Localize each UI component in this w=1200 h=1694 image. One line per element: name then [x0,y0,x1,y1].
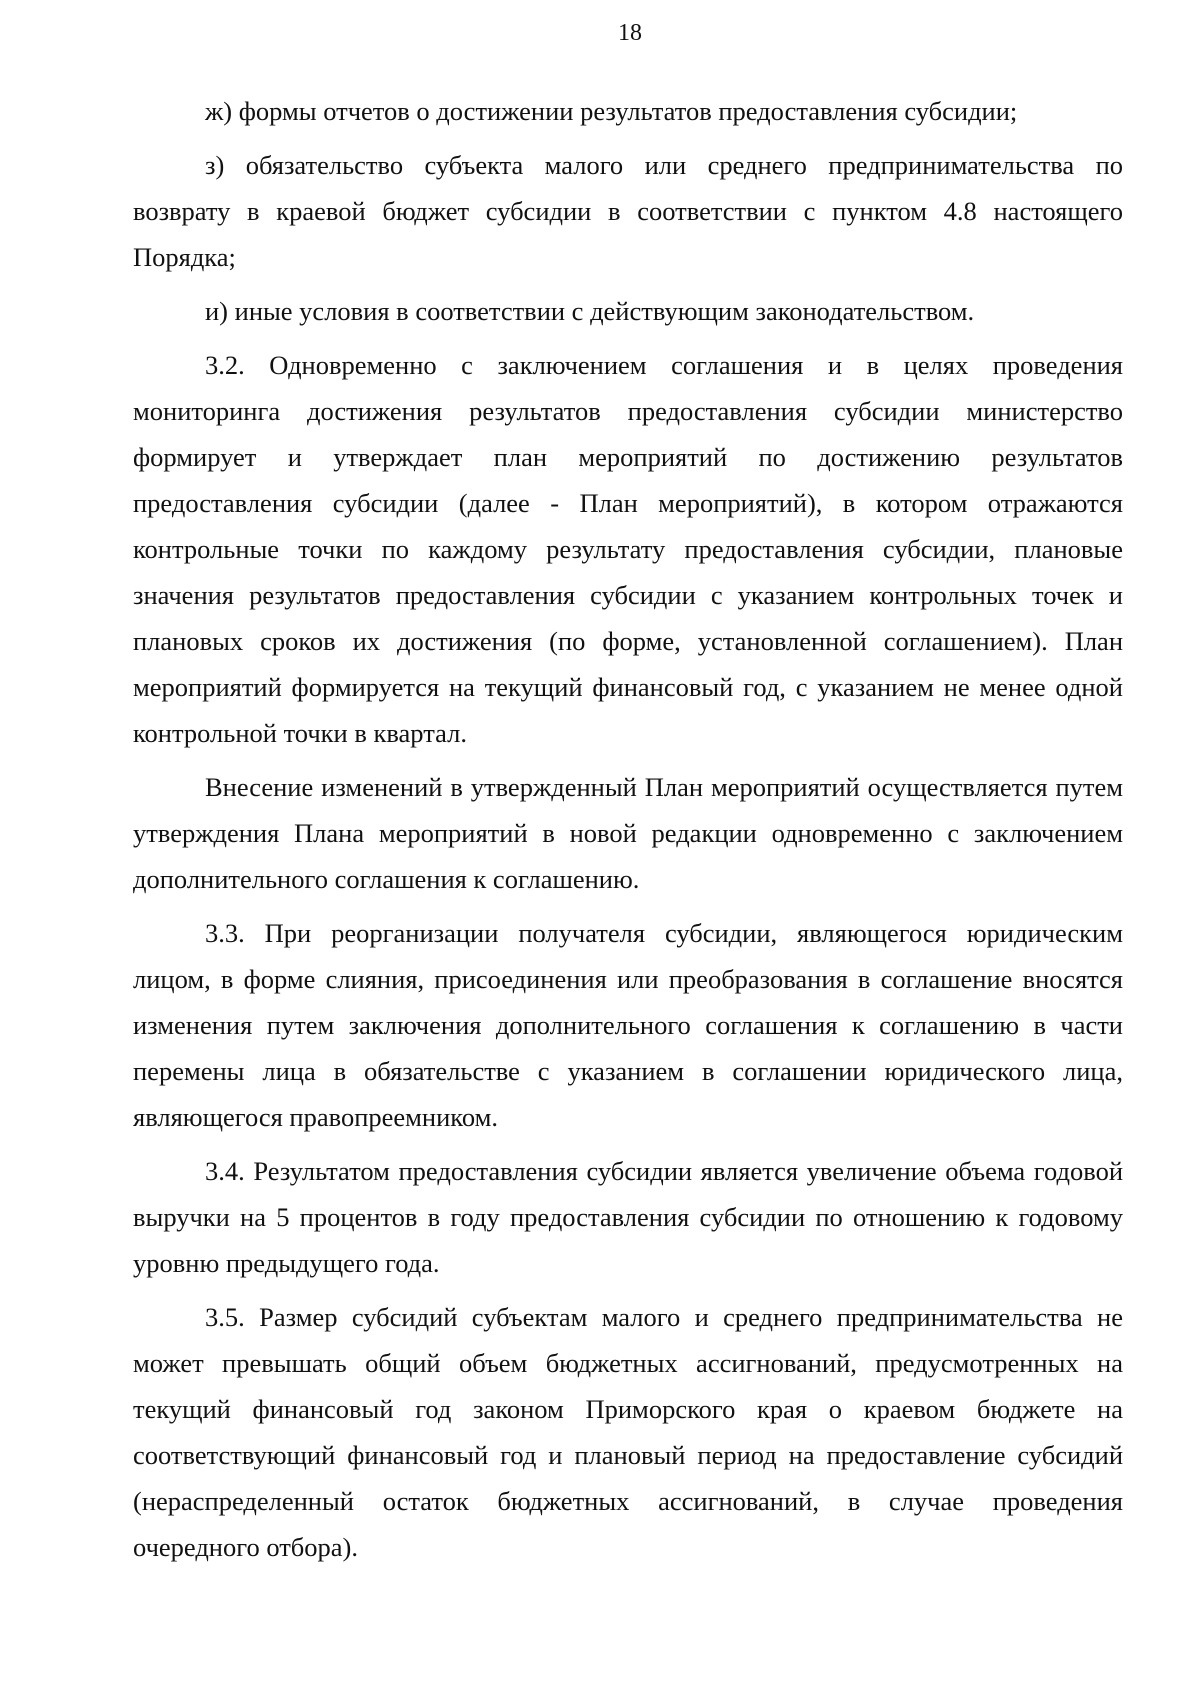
paragraph-3-4-result: 3.4. Результатом предоставления субсидии является увеличение объема годовой выручки на 5 процентов в году предоставления субсидии по отношению к годовому уровню предыдущего года. [133,1156,1123,1278]
paragraph-3-3-reorganization: 3.3. При реорганизации получателя субсидии, являющегося юридическим лицом, в форме слияния, присоединения или преобразования в соглашение вносятся изменения путем заключения дополнительного соглашения к соглашению в части перемены лица в обязательстве с указанием в соглашении юридического лица, являющегося правопреемником. [133,918,1123,1132]
document-body [133,88,1123,1570]
paragraph-z-return-obligation: з) обязательство субъекта малого или среднего предпринимательства по возврату в краевой бюджет субсидии в соответствии с пунктом 4.8 настоящего Порядка; [133,150,1123,272]
page-number: 18 [618,20,642,46]
paragraph-zh-report-forms: ж) формы отчетов о достижении результатов предоставления субсидии; [205,96,1018,126]
paragraph-plan-amendments: Внесение изменений в утвержденный План мероприятий осуществляется путем утверждения Плана мероприятий в новой редакции одновременно с заключением дополнительного соглашения к соглашению. [133,772,1123,894]
paragraph-3-2-action-plan: 3.2. Одновременно с заключением соглашения и в целях проведения мониторинга достижения результатов предоставления субсидии министерство формирует и утверждает план мероприятий по достижению результатов предоставления субсидии (далее - План мероприятий), в котором отражаются контрольные точки по каждому результату предоставления субсидии, плановые значения результатов предоставления субсидии с указанием контрольных точек и плановых сроков их достижения (по форме, установленной соглашением). План мероприятий формируется на текущий финансовый год, с указанием не менее одной контрольной точки в квартал. [133,350,1123,748]
paragraph-i-other-conditions: и) иные условия в соответствии с действующим законодательством. [205,296,975,326]
paragraph-3-5-subsidy-size: 3.5. Размер субсидий субъектам малого и среднего предпринимательства не может превышать общий объем бюджетных ассигнований, предусмотренных на текущий финансовый год законом Приморского края о краевом бюджете на соответствующий финансовый год и плановый период на предоставление субсидий (нераспределенный остаток бюджетных ассигнований, в случае проведения очередного отбора). [133,1302,1123,1562]
